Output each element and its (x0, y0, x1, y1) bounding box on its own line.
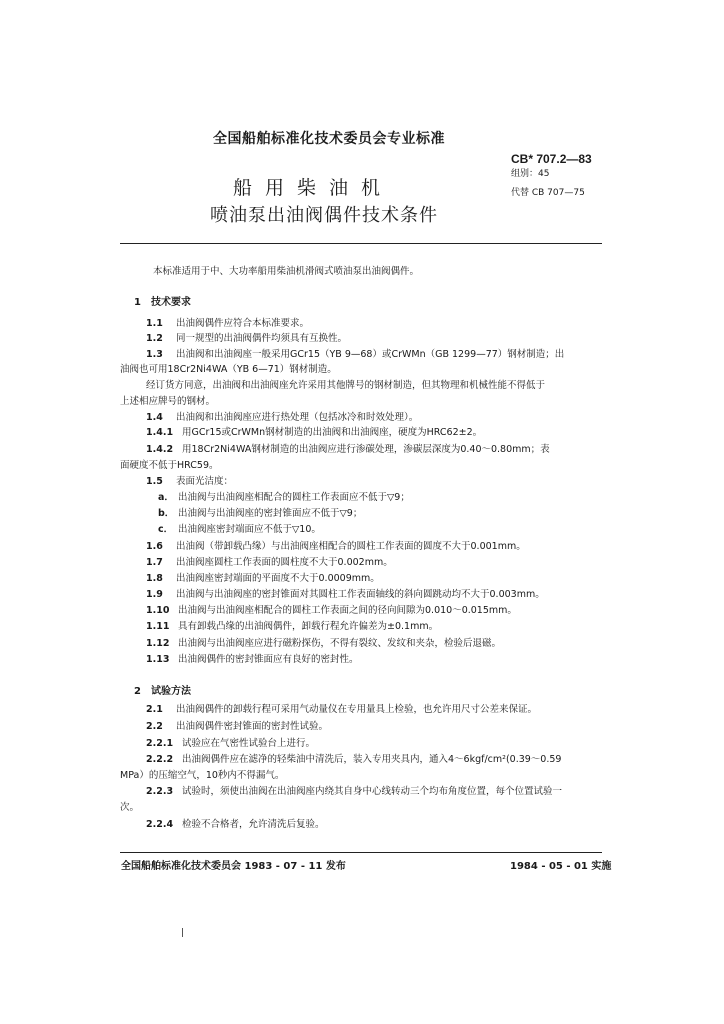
clause (146, 786, 562, 798)
clause (146, 654, 359, 666)
clause (146, 754, 561, 766)
section-heading: 2 试验方法 (134, 686, 191, 697)
clause-text: 出油阀和出油阀座应进行热处理（包括冰冷和时效处理）。 (176, 412, 419, 423)
clause-number: 2.2.2 (146, 754, 174, 765)
clause-number: 1.3 (146, 349, 163, 360)
clause-text: 出油阀和出油阀座一般采用GCr15（YB 9—68）或CrWMn（GB 1299—77）钢材制造；出 (176, 349, 565, 360)
clause-text: 出油阀座密封端面的平面度不大于0.0009mm。 (176, 573, 380, 584)
replaces-note: 代替 CB 707—75 (511, 188, 585, 198)
clause (146, 589, 545, 601)
clause-text: 经订货方同意，出油阀和出油阀座允许采用其他牌号的钢材制造，但其物理和机械性能不得低于 (146, 380, 546, 391)
clause-number: 1.4.2 (146, 444, 174, 455)
group-code: 组别：45 (511, 169, 550, 179)
clause-number: 1.8 (146, 573, 163, 584)
clause (146, 318, 309, 330)
clause-text: 出油阀与出油阀座的密封锥面对其圆柱工作表面轴线的斜向圆跳动均不大于0.003mm。 (176, 589, 545, 600)
clause (146, 638, 501, 650)
clause-text: 出油阀偶件应符合本标准要求。 (176, 318, 310, 329)
clause (146, 541, 526, 553)
clause (146, 621, 438, 633)
clause (146, 476, 233, 488)
document-title-line2: 喷油泵出油阀偶件技术条件 (210, 205, 438, 226)
clause (146, 412, 418, 424)
list-marker: b． (158, 508, 175, 519)
list-item-text: 出油阀与出油阀座相配合的圆柱工作表面应不低于▽9； (178, 492, 410, 503)
clause-text: 试验应在气密性试验台上进行。 (182, 738, 316, 749)
clause-continuation: 次。 (120, 802, 140, 813)
clause-number: 1.13 (146, 654, 170, 665)
clause (146, 380, 545, 392)
list-marker: c． (158, 524, 174, 535)
clause-text: 出油阀偶件密封锥面的密封性试验。 (176, 721, 329, 732)
clause-continuation: 油阀也可用18Cr2Ni4WA（YB 6—71）钢材制造。 (120, 364, 337, 375)
clause (146, 427, 482, 439)
clause-number: 1.1 (146, 318, 163, 329)
scan-mark (182, 928, 183, 937)
clause (146, 704, 537, 716)
clause-number: 2.2.1 (146, 738, 174, 749)
clause-number: 2.2.4 (146, 819, 174, 830)
clause-number: 1.2 (146, 333, 163, 344)
list-item (158, 508, 362, 520)
clause-text: 出油阀偶件应在滤净的轻柴油中清洗后，装入专用夹具内，通入4～6kgf/cm²(0.39～0.59 (182, 754, 562, 765)
list-item (158, 524, 321, 536)
clause (146, 349, 564, 361)
issue-date: 全国船舶标准化技术委员会 1983 - 07 - 11 发布 (121, 861, 346, 872)
clause (146, 721, 328, 733)
list-item-text: 出油阀与出油阀座的密封锥面应不低于▽9； (178, 508, 363, 519)
clause-number: 1.10 (146, 605, 170, 616)
list-item (158, 492, 410, 504)
clause-number: 2.2.3 (146, 786, 174, 797)
clause-text: 出油阀与出油阀座相配合的圆柱工作表面之间的径向间隙为0.010～0.015mm。 (178, 605, 517, 616)
clause (146, 333, 347, 345)
clause-text: 用GCr15或CrWMn钢材制造的出油阀和出油阀座，硬度为HRC62±2。 (182, 427, 483, 438)
clause (146, 738, 315, 750)
clause-number: 1.4 (146, 412, 163, 423)
standard-number: CB* 707.2—83 (511, 152, 592, 166)
clause-number: 2.1 (146, 704, 163, 715)
clause (146, 444, 550, 456)
clause-number: 1.6 (146, 541, 163, 552)
clause (146, 819, 325, 831)
clause-number: 1.7 (146, 557, 163, 568)
section-heading: 1 技术要求 (134, 297, 191, 308)
clause-number: 2.2 (146, 721, 163, 732)
clause-text: 用18Cr2Ni4WA钢材制造的出油阀应进行渗碳处理，渗碳层深度为0.40～0.80mm；表 (182, 444, 550, 455)
intro-paragraph: 本标准适用于中、大功率船用柴油机滑阀式喷油泵出油阀偶件。 (153, 266, 420, 277)
list-item-text: 出油阀座密封端面应不低于▽10。 (178, 524, 321, 535)
clause (146, 573, 380, 585)
clause-text: 出油阀与出油阀座应进行磁粉探伤，不得有裂纹、发纹和夹杂，检验后退磁。 (178, 638, 502, 649)
clause-continuation: 面硬度不低于HRC59。 (120, 460, 219, 471)
header-rule (120, 243, 602, 244)
clause-text: 同一规型的出油阀偶件均须具有互换性。 (176, 333, 348, 344)
clause-number: 1.9 (146, 589, 163, 600)
clause (146, 605, 517, 617)
clause-text: 检验不合格者，允许清洗后复验。 (182, 819, 325, 830)
clause-text: 出油阀座圆柱工作表面的圆柱度不大于0.002mm。 (176, 557, 393, 568)
clause-text: 出油阀偶件的卸载行程可采用气动量仪在专用量具上检验，也允许用尺寸公差来保证。 (176, 704, 538, 715)
clause-text: 表面光洁度： (176, 476, 234, 487)
clause-text: 具有卸载凸缘的出油阀偶件，卸载行程允许偏差为±0.1mm。 (178, 621, 439, 632)
footer-rule (120, 852, 602, 853)
committee-title: 全国船舶标准化技术委员会专业标准 (213, 131, 445, 147)
effective-date: 1984 - 05 - 01 实施 (510, 861, 612, 872)
clause-number: 1.12 (146, 638, 170, 649)
clause-continuation: 上述相应牌号的钢材。 (120, 396, 216, 407)
clause-text: 试验时，须使出油阀在出油阀座内绕其自身中心线转动三个均布角度位置，每个位置试验一 (182, 786, 563, 797)
clause-number: 1.4.1 (146, 427, 174, 438)
clause-text: 出油阀（带卸载凸缘）与出油阀座相配合的圆柱工作表面的圆度不大于0.001mm。 (176, 541, 526, 552)
clause (146, 557, 393, 569)
list-marker: a． (158, 492, 174, 503)
clause-text: 出油阀偶件的密封锥面应有良好的密封性。 (178, 654, 359, 665)
document-title-line1: 船用柴油机 (233, 177, 394, 199)
clause-number: 1.11 (146, 621, 170, 632)
clause-continuation: MPa）的压缩空气，10秒内不得漏气。 (120, 770, 285, 781)
clause-number: 1.5 (146, 476, 163, 487)
